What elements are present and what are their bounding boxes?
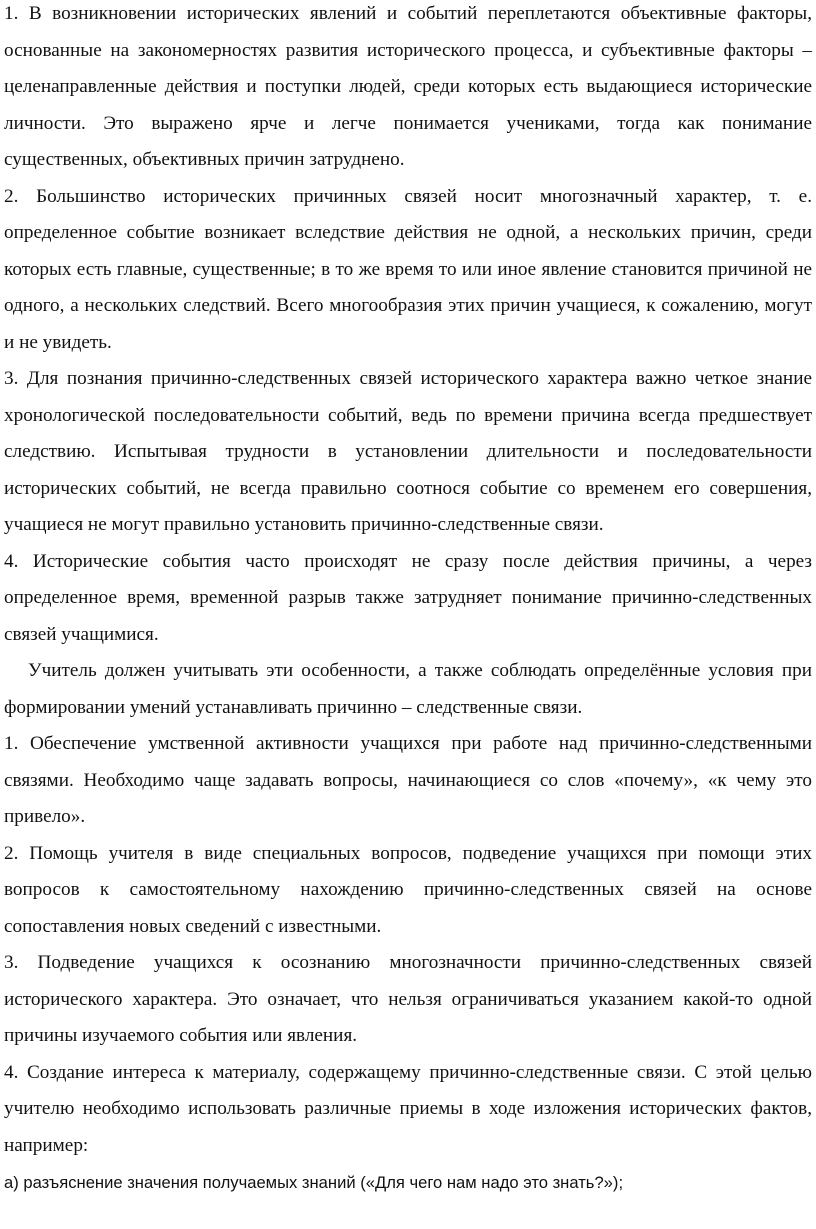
- paragraph-condition-2: 2. Помощь учителя в виде специальных вопросов, подведение учащихся при помощи этих вопросов к самостоятельному нахождению причинно-следственных связей на основе сопоставления новых сведений с известными.: [4, 842, 812, 937]
- paragraph-condition-1: 1. Обеспечение умственной активности учащихся при работе над причинно-следственными связями. Необходимо чаще задавать вопросы, начинающиеся со слов «почему», «к чему это привело».: [4, 733, 812, 827]
- paragraph-feature-3: 3. Для познания причинно-следственных связей исторического характера важно четкое знание хронологической последовательности событий, ведь по времени причина всегда предшествует следствию. Испытывая трудности в установлении длительности и последовательности исторических событий, не всегда правильно соотнося событие со временем его совершения, учащиеся не могут правильно установить причинно-следственные связи.: [4, 368, 812, 535]
- paragraph-feature-1: 1. В возникновении исторических явлений и событий переплетаются объективные факторы, основанные на закономерностях развития исторического процесса, и субъективные факторы – целенаправленные действия и поступки людей, среди которых есть выдающиеся исторические личности. Это выражено ярче и легче понимается учениками, тогда как понимание существенных, объективных причин затруднено.: [4, 3, 812, 170]
- paragraph-condition-3: 3. Подведение учащихся к осознанию многозначности причинно-следственных связей исторического характера. Это означает, что нельзя ограничиваться указанием какой-то одной причины изучаемого события или явления.: [4, 952, 812, 1046]
- paragraph-feature-2: 2. Большинство исторических причинных связей носит многозначный характер, т. е. определенное событие возникает вследствие действия не одной, а нескольких причин, среди которых есть главные, существенные; в то же время то или иное явление становится причиной не одного, а нескольких следствий. Всего многообразия этих причин учащиеся, к сожалению, могут и не увидеть.: [4, 185, 812, 353]
- document-page: [4, 0, 812, 1202]
- paragraph-list-item-a: а) разъяснение значения получаемых знаний («Для чего нам надо это знать?»);: [4, 1173, 624, 1192]
- paragraph-teacher-intro: Учитель должен учитывать эти особенности, а также соблюдать определённые условия при формировании умений устанавливать причинно – следственные связи.: [4, 660, 812, 718]
- paragraph-condition-4: 4. Создание интереса к материалу, содержащему причинно-следственные связи. С этой целью учителю необходимо использовать различные приемы в ходе изложения исторических фактов, например:: [4, 1061, 812, 1156]
- paragraph-feature-4: 4. Исторические события часто происходят не сразу после действия причины, а через определенное время, временной разрыв также затрудняет понимание причинно-следственных связей учащимися.: [4, 550, 812, 645]
